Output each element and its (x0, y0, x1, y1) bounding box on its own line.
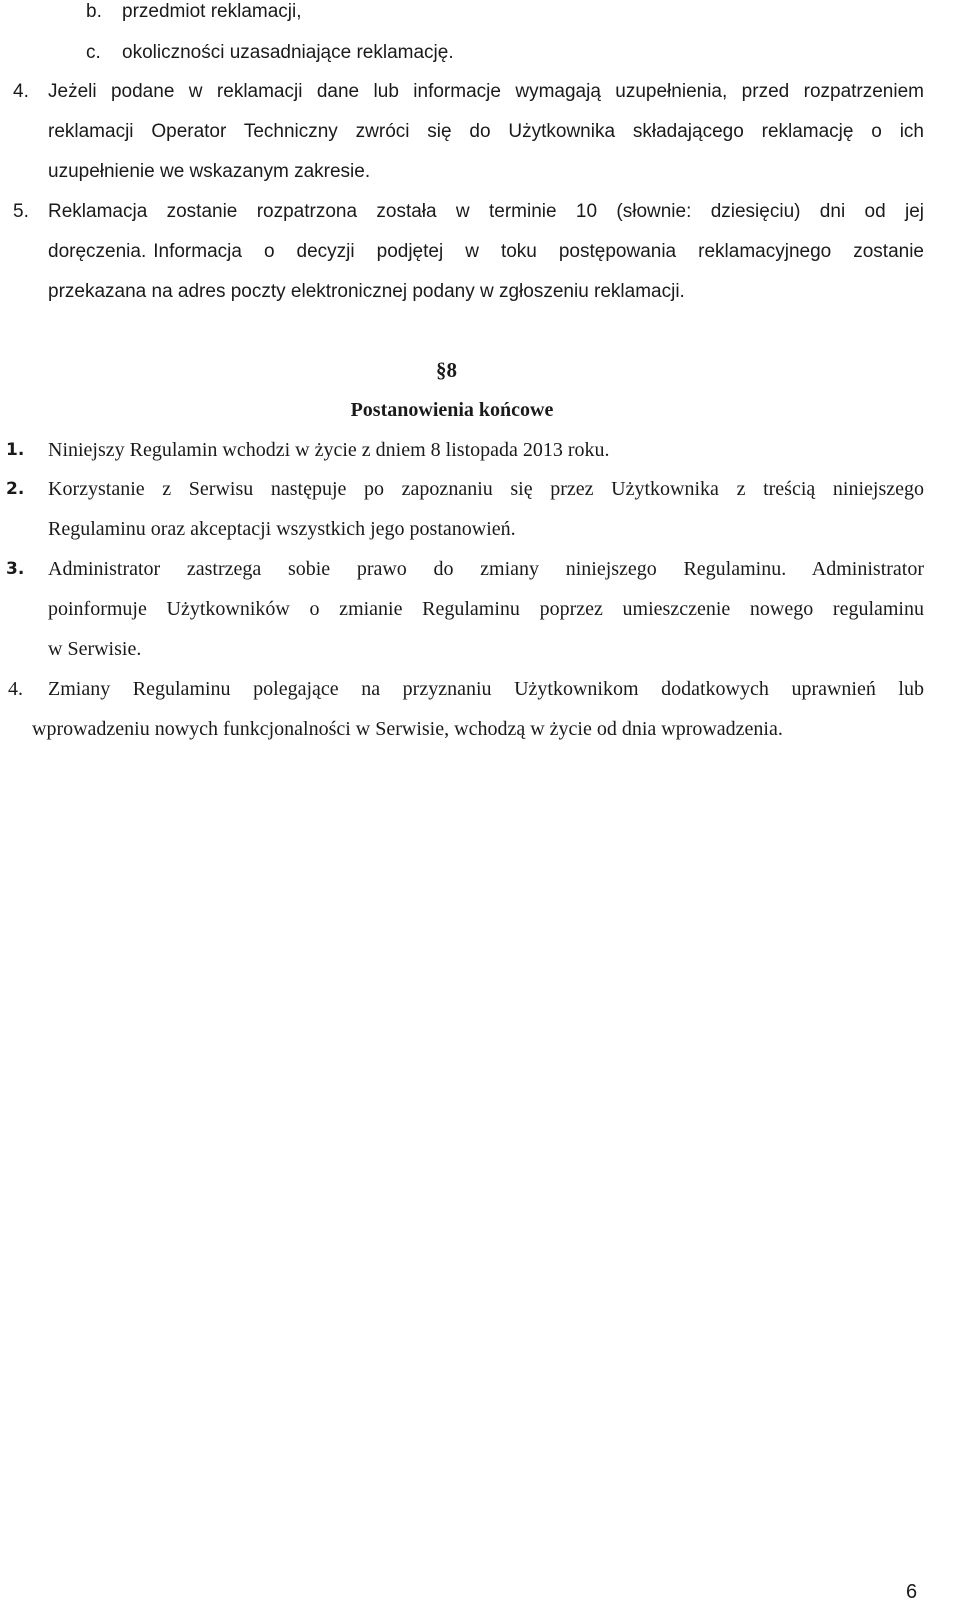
final-item-2-line-2: Regulaminu oraz akceptacji wszystkich jego postanowień. (48, 518, 516, 540)
final-item-3-line-1: Administrator zastrzega sobie prawo do zmiany niniejszego Regulaminu. Administrator (48, 558, 924, 580)
item-5-line-2-rest: Informacja o decyzji podjętej w toku postępowania reklamacyjnego zostanie (153, 241, 924, 262)
final-item-3-line-3: w Serwisie. (48, 638, 142, 660)
list-marker-c: c. (86, 42, 101, 63)
final-item-2-line-1: Korzystanie z Serwisu następuje po zapoznaniu się przez Użytkownika z treścią niniejszego (48, 478, 924, 500)
item-5-marker: 5. (13, 201, 29, 222)
final-item-3-line-2: poinformuje Użytkowników o zmianie Regulaminu poprzez umieszczenie nowego regulaminu (48, 598, 924, 620)
item-5-line-1: Reklamacja zostanie rozpatrzona została w terminie 10 (słownie: dziesięciu) dni od jej (48, 201, 924, 222)
section-title: Postanowienia końcowe (350, 399, 554, 421)
item-4-line-1: Jeżeli podane w reklamacji dane lub informacje wymagają uzupełnienia, przed rozpatrzeniem (48, 81, 924, 102)
page-number: 6 (906, 1581, 918, 1603)
item-4-line-2: reklamacji Operator Techniczny zwróci się do Użytkownika składającego reklamację o ich (48, 121, 924, 142)
item-5-line-2 (48, 240, 924, 264)
final-item-4-line-1: Zmiany Regulaminu polegające na przyznaniu Użytkownikom dodatkowych uprawnień lub (48, 678, 924, 700)
final-item-4-line-2: wprowadzeniu nowych funkcjonalności w Serwisie, wchodzą w życie od dnia wprowadzenia. (32, 718, 783, 740)
final-item-2-marker: 2. (6, 479, 25, 499)
item-4-marker: 4. (13, 81, 29, 102)
item-5-line-2-start: doręczenia. (48, 241, 147, 262)
final-item-1-marker: 1. (6, 440, 25, 460)
list-item-b-text: przedmiot reklamacji, (122, 1, 302, 22)
section-number: 8 (446, 358, 457, 382)
item-4-line-3: uzupełnienie we wskazanym zakresie. (48, 161, 371, 182)
list-marker-b: b. (86, 1, 102, 22)
final-item-4-marker: 4. (8, 678, 23, 700)
final-item-3-marker: 3. (6, 559, 25, 579)
final-item-1-line-1: Niniejszy Regulamin wchodzi w życie z dniem 8 listopada 2013 roku. (48, 439, 610, 461)
item-5-line-3: przekazana na adres poczty elektronicznej podany w zgłoszeniu reklamacji. (48, 281, 685, 302)
section-symbol-char: § (436, 358, 447, 382)
section-symbol (436, 358, 457, 382)
list-item-c-text: okoliczności uzasadniające reklamację. (122, 42, 454, 63)
